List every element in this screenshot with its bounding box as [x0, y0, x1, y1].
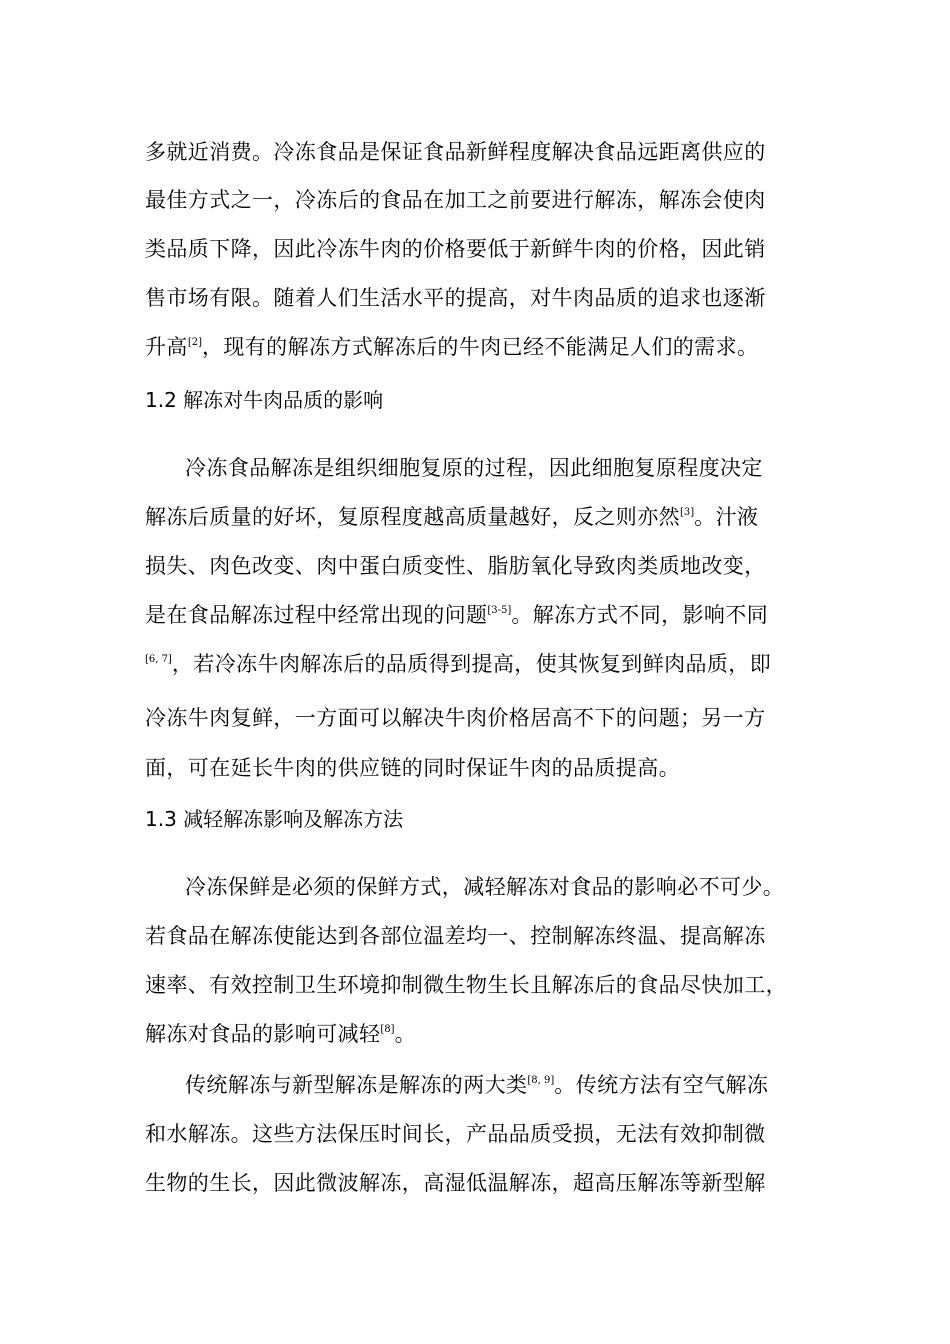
paragraph-line [185, 1071, 768, 1099]
line-text: 解冻对食品的影响可减轻 [145, 1022, 381, 1046]
paragraph-line: 最佳方式之一，冷冻后的食品在加工之前要进行解冻，解冻会使肉 [145, 188, 766, 212]
citation-marker: [8, 9] [527, 1075, 555, 1086]
paragraph-line: 多就近消费。冷冻食品是保证食品新鲜程度解决食品远距离供应的 [145, 140, 766, 164]
paragraph-line: 若食品在解冻使能达到各部位温差均一、控制解冻终温、提高解冻 [145, 924, 766, 948]
paragraph-line [145, 601, 768, 629]
paragraph-line: 速率、有效控制卫生环境抑制微生物生长且解冻后的食品尽快加工， [145, 973, 787, 997]
citation-marker: [2] [187, 337, 202, 348]
line-text: 传统解冻与新型解冻是解冻的两大类 [185, 1073, 528, 1097]
citation-marker: [3-5] [487, 605, 512, 616]
line-text: 是在食品解冻过程中经常出现的问题 [145, 603, 488, 627]
paragraph-line: 冷冻食品解冻是组织细胞复原的过程，因此细胞复原程度决定 [185, 456, 763, 480]
paragraph-line: 面，可在延长牛肉的供应链的同时保证牛肉的品质提高。 [145, 756, 680, 780]
section-heading: 1.2 解冻对牛肉品质的影响 [145, 388, 384, 412]
paragraph-line: 售市场有限。随着人们生活水平的提高，对牛肉品质的追求也逐渐 [145, 286, 766, 310]
line-text: 升高 [145, 335, 188, 359]
paragraph-line: 冷冻保鲜是必须的保鲜方式，减轻解冻对食品的影响必不可少。 [185, 875, 785, 899]
line-text: 解冻后质量的好坏，复原程度越高质量越好，反之则亦然 [145, 505, 680, 529]
line-text: ，若冷冻牛肉解冻后的品质得到提高，使其恢复到鲜肉品质，即 [171, 652, 772, 676]
line-text: 。解冻方式不同，影响不同 [511, 603, 769, 627]
paragraph-line [145, 1020, 416, 1048]
line-text: ，现有的解冻方式解冻后的牛肉已经不能满足人们的需求。 [201, 335, 759, 359]
citation-marker: [3] [680, 507, 695, 518]
paragraph-line [145, 650, 771, 678]
line-text: 。汁液 [694, 505, 759, 529]
paragraph-line: 生物的生长，因此微波解冻，高湿低温解冻，超高压解冻等新型解 [145, 1171, 766, 1195]
citation-marker: [8] [380, 1024, 395, 1035]
paragraph-line: 类品质下降，因此冷冻牛肉的价格要低于新鲜牛肉的价格，因此销 [145, 237, 766, 261]
section-heading: 1.3 减轻解冻影响及解冻方法 [145, 807, 404, 831]
paragraph-line: 损失、肉色改变、肉中蛋白质变性、脂肪氧化导致肉类质地改变， [145, 554, 766, 578]
paragraph-line [145, 503, 758, 531]
line-text: 。 [394, 1022, 416, 1046]
paragraph-line [145, 333, 758, 361]
paragraph-line: 和水解冻。这些方法保压时间长，产品品质受损，无法有效抑制微 [145, 1122, 766, 1146]
paragraph-line: 冷冻牛肉复鲜，一方面可以解决牛肉价格居高不下的问题；另一方 [145, 706, 766, 730]
line-text: 。传统方法有空气解冻 [554, 1073, 769, 1097]
citation-marker: [6, 7] [145, 654, 172, 665]
